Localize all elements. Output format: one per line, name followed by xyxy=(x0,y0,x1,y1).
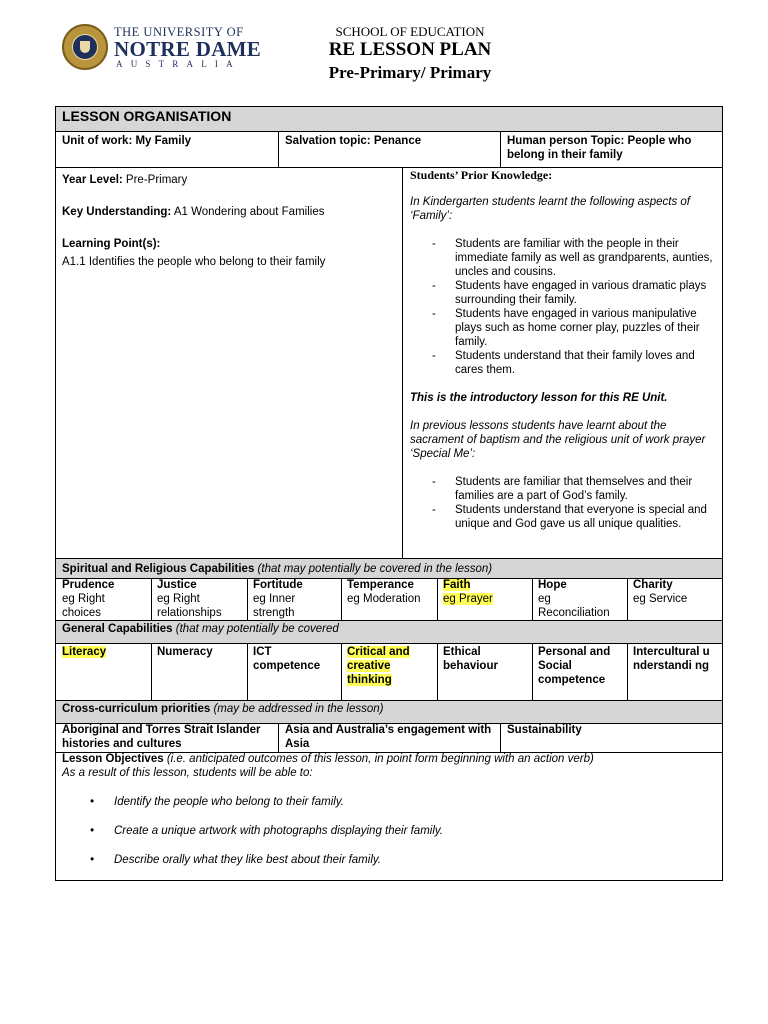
capability-name: Fortitude xyxy=(253,579,303,591)
unit-of-work: Unit of work: My Family xyxy=(62,135,192,147)
introductory-lesson-note: This is the introductory lesson for this RE Unit. xyxy=(410,392,668,404)
capability-justice xyxy=(151,578,247,620)
logo-line-2: NOTRE DAME xyxy=(114,37,262,61)
list-item: • Describe orally what they like best about their family. xyxy=(62,853,716,867)
capability-name: Prudence xyxy=(62,579,115,591)
spiritual-heading-row xyxy=(56,559,722,578)
key-understanding-label: Key Understanding: xyxy=(62,206,172,218)
capability-charity xyxy=(627,578,722,620)
school-name: SCHOOL OF EDUCATION xyxy=(335,24,485,39)
list-item: - Students understand that their family loves and cares them. xyxy=(410,349,715,377)
year-level-value: Pre-Primary xyxy=(122,174,188,186)
human-person-topic: Human person Topic: People who belong in their family xyxy=(507,135,692,161)
university-seal-icon xyxy=(62,24,108,70)
capability-example: eg Inner strength xyxy=(253,593,296,619)
capability-prudence xyxy=(56,578,151,620)
document-title: RE LESSON PLAN xyxy=(328,39,492,60)
general-intercultural: Intercultural understandi ng xyxy=(633,646,710,672)
cross-note: (may be addressed in the lesson) xyxy=(210,703,384,715)
capability-name: Hope xyxy=(538,579,567,591)
list-item: - Students are familiar that themselves and their families are a part of God’s family. xyxy=(410,475,715,503)
lesson-details xyxy=(56,167,402,558)
capability-example: eg Service xyxy=(633,593,688,605)
prior-knowledge xyxy=(403,167,722,558)
list-item: - Students understand that everyone is special and unique and God gave us all unique qualities. xyxy=(410,503,715,531)
capability-hope xyxy=(532,578,627,620)
capability-example: eg Moderation xyxy=(347,593,421,605)
document-subtitle: Pre-Primary/ Primary xyxy=(328,63,492,82)
priority-aboriginal: Aboriginal and Torres Strait Islander histories and cultures xyxy=(62,724,261,750)
general-heading-row xyxy=(56,621,722,643)
spiritual-heading: Spiritual and Religious Capabilities xyxy=(62,563,255,575)
capability-example: eg Prayer xyxy=(443,593,493,605)
general-note: (that may potentially be covered xyxy=(172,623,339,635)
organisation-heading-row xyxy=(56,107,722,131)
logo-line-3: AUSTRALIA xyxy=(116,59,241,69)
general-critical-thinking xyxy=(341,643,437,700)
capability-name: Faith xyxy=(443,579,471,591)
previous-lessons-note: In previous lessons students have learnt about the sacrament of baptism and the religious unit of work prayer ‘Special Me’: xyxy=(410,420,706,460)
previous-lessons-list xyxy=(410,475,715,531)
priority-sustainability: Sustainability xyxy=(507,724,582,736)
capability-name: Charity xyxy=(633,579,673,591)
spiritual-note: (that may potentially be covered in the lesson) xyxy=(254,563,493,575)
capability-name: Justice xyxy=(157,579,197,591)
priority-asia: Asia and Australia’s engagement with Asia xyxy=(285,724,492,750)
cross-heading-row xyxy=(56,701,722,723)
general-ethical: Ethical behaviour xyxy=(443,646,498,672)
salvation-topic: Salvation topic: Penance xyxy=(285,135,422,147)
general-literacy xyxy=(56,643,151,700)
capability-temperance xyxy=(341,578,437,620)
capability-fortitude xyxy=(247,578,341,620)
organisation-heading: LESSON ORGANISATION xyxy=(62,108,232,124)
capability-name: Temperance xyxy=(347,579,414,591)
general-numeracy: Numeracy xyxy=(157,646,213,658)
university-logo xyxy=(62,24,262,74)
list-item: - Students are familiar with the people in their immediate family as well as grandparents, aunties, uncles and cousins. xyxy=(410,237,715,279)
learning-point-1: A1.1 Identifies the people who belong to their family xyxy=(62,256,326,268)
capability-example: eg Right relationships xyxy=(157,593,222,619)
lesson-plan-table xyxy=(55,106,723,881)
cross-heading: Cross-curriculum priorities xyxy=(62,703,211,715)
prior-knowledge-list xyxy=(410,237,715,377)
capability-example: eg Right choices xyxy=(62,593,105,619)
capability-name: Critical and creative thinking xyxy=(347,646,410,686)
capability-name: Literacy xyxy=(62,646,107,658)
lesson-objectives xyxy=(56,752,722,880)
general-ict: ICT competence xyxy=(253,646,321,672)
objectives-intro: As a result of this lesson, students will be able to: xyxy=(62,767,313,779)
capability-example: eg Reconciliation xyxy=(538,593,610,619)
objectives-heading: Lesson Objectives xyxy=(62,753,164,765)
prior-knowledge-heading: Students’ Prior Knowledge: xyxy=(410,168,553,182)
list-item: - Students have engaged in various dramatic plays surrounding their family. xyxy=(410,279,715,307)
year-level-label: Year Level: xyxy=(62,174,123,186)
logo-line-1: THE UNIVERSITY OF xyxy=(114,25,244,39)
objectives-note: (i.e. anticipated outcomes of this lesson, in point form beginning with an action verb) xyxy=(163,753,594,765)
learning-points-label: Learning Point(s): xyxy=(62,238,161,250)
objectives-list xyxy=(62,795,716,867)
prior-knowledge-intro: In Kindergarten students learnt the following aspects of ‘Family’: xyxy=(410,196,691,222)
list-item: • Identify the people who belong to their family. xyxy=(62,795,716,809)
key-understanding-value: A1 Wondering about Families xyxy=(171,206,325,218)
list-item: • Create a unique artwork with photographs displaying their family. xyxy=(62,824,716,838)
list-item: - Students have engaged in various manipulative plays such as home corner play, puzzles of their family. xyxy=(410,307,715,349)
capability-faith xyxy=(437,578,532,620)
general-heading: General Capabilities xyxy=(62,623,173,635)
general-personal-social: Personal and Social competence xyxy=(538,646,611,686)
